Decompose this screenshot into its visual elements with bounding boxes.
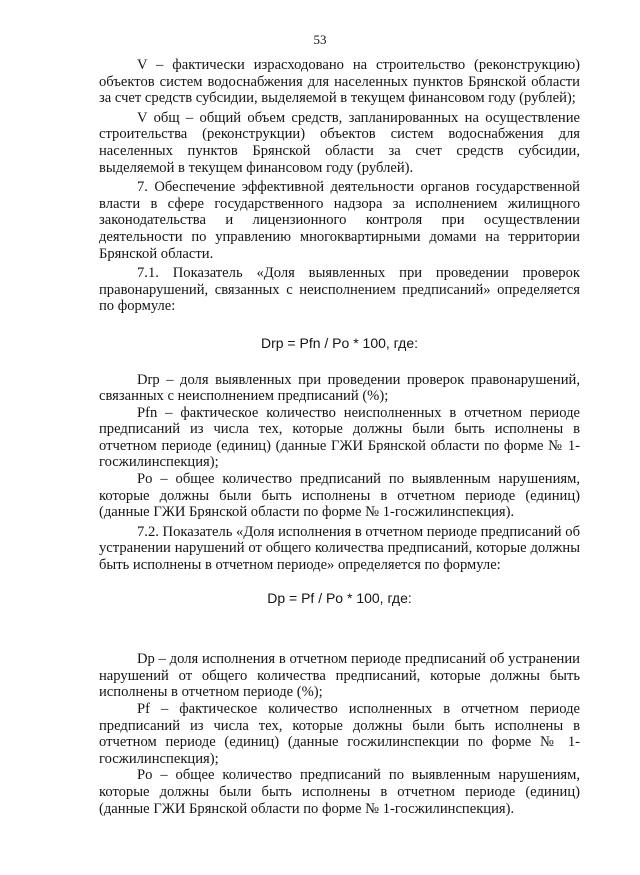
paragraph-v-total-definition: V общ – общий объем средств, запланированных на осуществление строительства (реконструкции) объектов систем водоснабжения для населенных пунктов Брянской области за счет средств субсидии, выделяемой в текущем финансовом году (рублей). — [99, 109, 580, 176]
definition-po-1: Po – общее количество предписаний по выявленным нарушениям, которые должны были быть исполнены в отчетном периоде (единиц) (данные ГЖИ Брянской области по форме № 1-госжилинспекция). — [99, 471, 580, 521]
definition-pfn: Pfn – фактическое количество неисполненных в отчетном периоде предписаний из числа тех, которые должны были быть исполнены в отчетном периоде (единиц) (данные ГЖИ Брянской области по форме № 1-госжилинспекция); — [99, 404, 580, 471]
paragraph-section-7: 7. Обеспечение эффективной деятельности органов государственной власти в сфере государственного надзора за исполнением жилищного законодательства и лицензионного контроля при осуществлении деятельности по управлению многоквартирными домами на территории Брянской области. — [99, 179, 580, 262]
definition-dp: Dp – доля исполнения в отчетном периоде предписаний об устранении нарушений от общего количества предписаний, которые должны быть исполнены в отчетном периоде (%); — [99, 651, 580, 701]
paragraph-indicator-7-1: 7.1. Показатель «Доля выявленных при проведении проверок правонарушений, связанных с неисполнением предписаний» определяется по формуле: — [99, 265, 580, 315]
formula-drp: Drp = Pfn / Po * 100, где: — [260, 334, 418, 351]
paragraph-v-definition: V – фактически израсходовано на строительство (реконструкцию) объектов систем водоснабжения для населенных пунктов Брянской области за счет средств субсидии, выделяемой в текущем финансовом году (рублей); — [99, 57, 580, 107]
definition-pf: Pf – фактическое количество исполненных в отчетном периоде предписаний из числа тех, которые должны были быть исполнены в отчетном периоде (единиц) (данные госжилинспекции по форме № 1-госжилинспекция); — [99, 701, 580, 767]
definition-drp: Drp – доля выявленных при проведении проверок правонарушений, связанных с неисполнением предписаний (%); — [99, 371, 580, 405]
formula-dp: Dp = Pf / Po * 100, где: — [267, 589, 412, 606]
definition-po-2: Po – общее количество предписаний по выявленным нарушениям, которые должны были быть исполнены в отчетном периоде (единиц) (данные ГЖИ Брянской области по форме № 1-госжилинспекция). — [99, 767, 580, 817]
page-number: 53 — [313, 32, 327, 47]
document-body — [99, 57, 580, 817]
paragraph-indicator-7-2: 7.2. Показатель «Доля исполнения в отчетном периоде предписаний об устранении нарушений от общего количества предписаний, которые должны быть исполнены в отчетном периоде» определяется по формуле: — [99, 523, 580, 574]
